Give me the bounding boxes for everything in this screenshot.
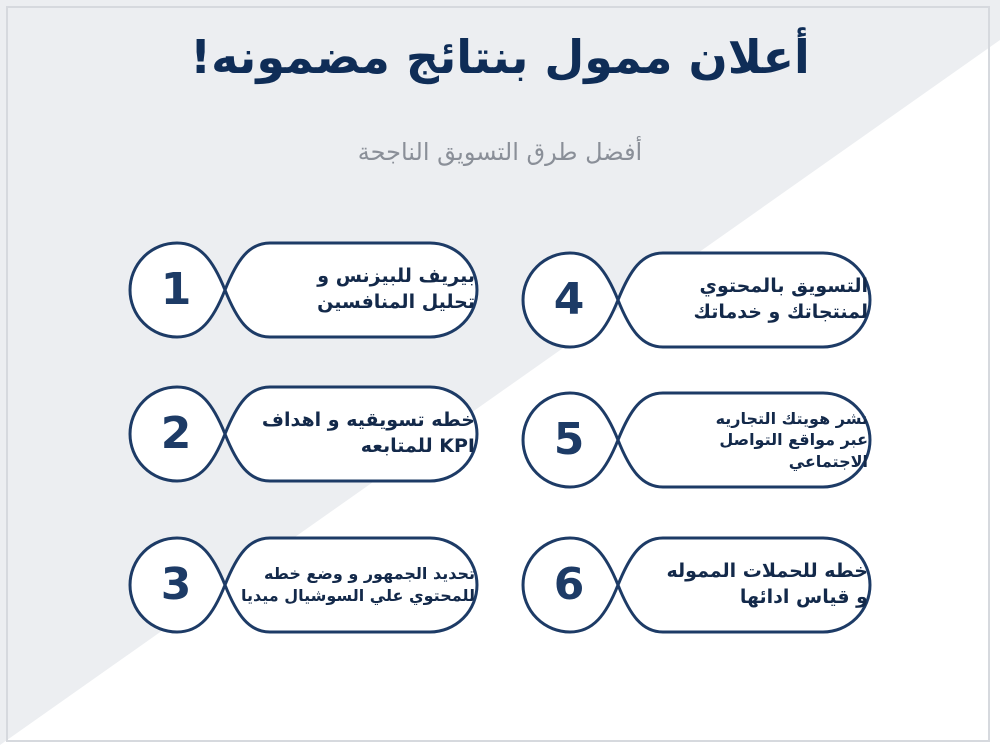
step-text-line: و قياس ادائها	[739, 586, 868, 608]
step-number: 4	[553, 274, 585, 325]
step-number: 3	[160, 559, 192, 610]
step-text	[237, 535, 475, 635]
step-text-line: تحديد الجمهور و وضع خطه	[264, 564, 475, 584]
step-text	[630, 535, 868, 635]
step-text-line: لمنتجاتك و خدماتك	[693, 301, 868, 323]
step-card-1	[125, 240, 485, 340]
step-card-6	[518, 535, 878, 635]
step-card-2	[125, 384, 485, 484]
step-text-line: للمحتوي علي السوشيال ميديا	[240, 586, 475, 605]
step-text	[630, 250, 868, 350]
step-text-line: التسويق بالمحتوي	[699, 275, 868, 298]
step-text-line: نشر هويتك التجاريه	[715, 408, 868, 428]
step-number: 6	[553, 559, 585, 610]
step-text-line: عبر مواقع التواصل	[719, 430, 868, 450]
step-number: 5	[553, 414, 585, 465]
page-subtitle: أفضل طرق التسويق الناجحة	[357, 138, 643, 166]
step-text-line: الاجتماعي	[788, 451, 868, 471]
step-card-5	[518, 390, 878, 490]
page-title: أعلان ممول بنتائج مضمونه!	[190, 30, 810, 84]
step-text-line: KPI للمتابعه	[360, 435, 475, 457]
step-text	[237, 384, 475, 484]
step-number: 1	[160, 264, 192, 315]
step-text-line: تحليل المنافسين	[317, 291, 475, 313]
step-text	[630, 390, 868, 490]
step-card-3	[125, 535, 485, 635]
step-card-4	[518, 250, 878, 350]
step-text-line: خطه تسويقيه و اهداف	[261, 409, 475, 432]
step-text	[237, 240, 475, 340]
step-text-line: خطه للحملات المموله	[666, 560, 868, 583]
step-text-line: بيريف للبيزنس و	[317, 265, 475, 288]
step-number: 2	[160, 408, 192, 459]
